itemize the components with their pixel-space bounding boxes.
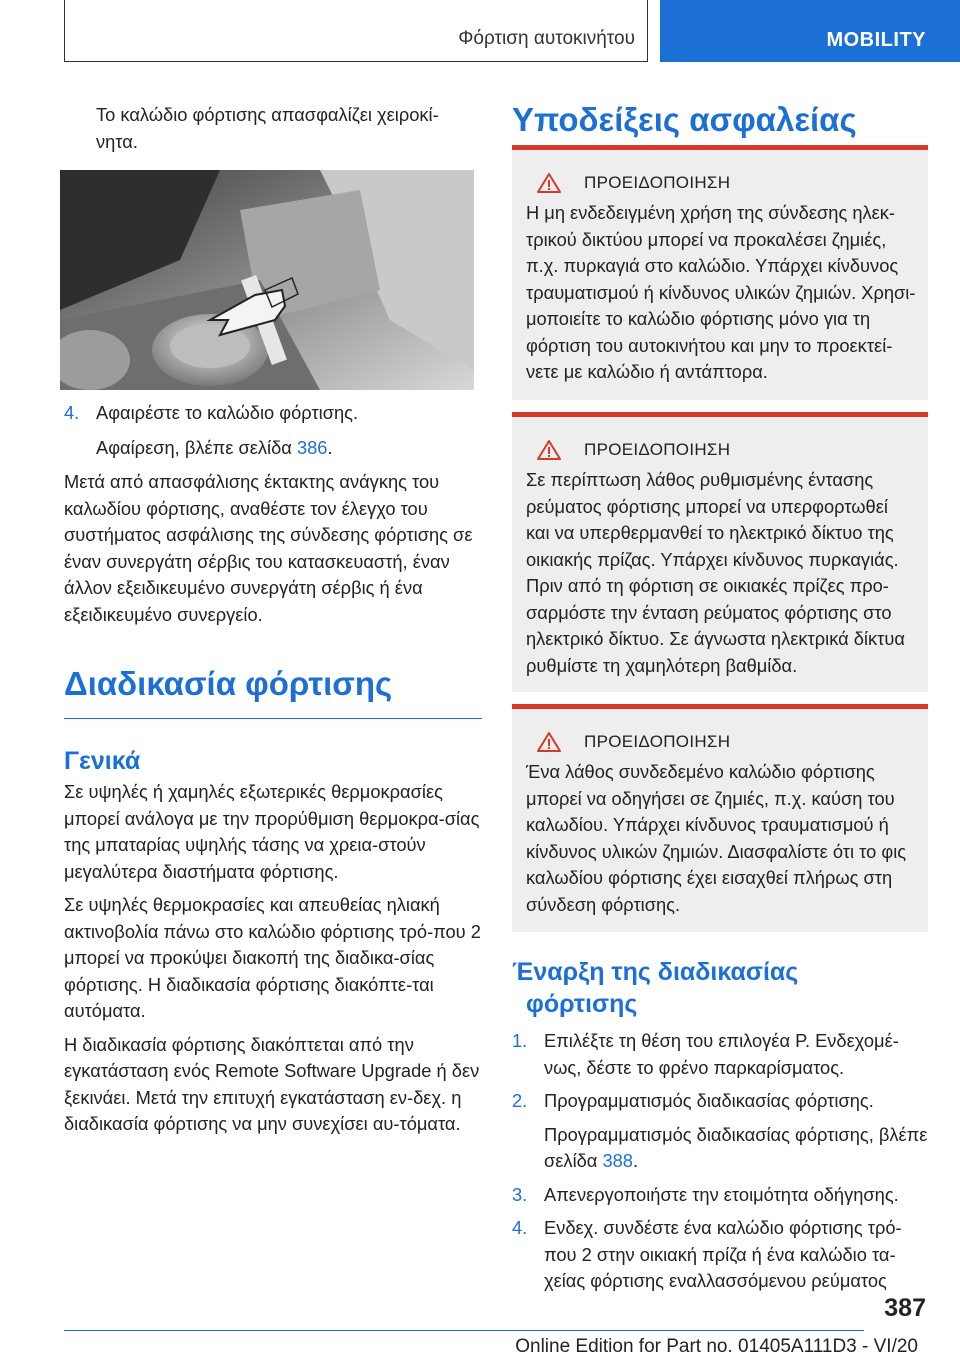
warning-title-3 [526, 731, 916, 753]
step-4-sub-suffix: . [327, 436, 333, 458]
step-4-right-number: 4. [512, 1217, 528, 1238]
page-link-386[interactable]: 386 [296, 436, 328, 458]
step-4-sub [64, 435, 482, 462]
warning-box-3 [512, 704, 928, 932]
general-paragraph-3: Η διαδικασία φόρτισης διακόπτεται από την εγκατάσταση ενός Remote Software Upgrade ή δεν ξεκινάει. Μετά την επιτυχή εγκατάσταση εν-δεχ. η διαδικασία φόρτισης να μην συνεχίσει αυ-τόματα. [64, 1033, 480, 1134]
warning-text-2: Σε περίπτωση λάθος ρυθμισμένης έντασης ρεύματος φόρτισης μπορεί να υπερφορτωθεί και να υπερθερμανθεί το ηλεκτρικό δίκτυο της οικιακής πρίζας. Υπάρχει κίνδυνος πυρκαγιάς. Πριν από τη φόρτιση σε οικιακές πρίζες προ-σαρμόστε την ένταση ρεύματος φόρτισης στο ηλεκτρικό δίκτυο. Σε άγνωστα ηλεκτρικά δίκτυα ρυθμίστε τη χαμηλότερη βαθμίδα. [526, 469, 905, 676]
warning-title-2 [526, 439, 916, 461]
step-4-sub-text: Αφαίρεση, βλέπε σελίδα [96, 436, 297, 458]
after-unlock-paragraph: Μετά από απασφάλισης έκτακτης ανάγκης του καλωδίου φόρτισης, αναθέστε τον έλεγχο του συστήματος ασφάλισης της σύνδεσης φόρτισης σε έναν συνεργάτη σέρβις του κατασκευαστή, έναν άλλον εξειδικευμένο συνεργάτη σέρβις ή ένα εξειδικευμένο συνεργείο. [64, 471, 473, 625]
step-2-sub [512, 1122, 928, 1175]
step-2-sub-text: Προγραμματισμός διαδικασίας φόρτισης, βλέπε σελίδα [544, 1123, 928, 1171]
step-2-text: Προγραμματισμός διαδικασίας φόρτισης. [544, 1090, 874, 1111]
charge-port-photo [60, 170, 474, 390]
start-charging-section [512, 956, 928, 1295]
section-title: Φόρτιση αυτοκινήτου [458, 28, 635, 49]
warning-text-3: Ένα λάθος συνδεδεμένο καλώδιο φόρτισης μπορεί να οδηγήσει σε ζημιές, π.χ. καύση του καλωδίου. Υπάρχει κίνδυνος τραυματισμού ή κίνδυνος υλικών ζημιών. Διασφαλίστε ότι το φις καλωδίου φόρτισης έχει εισαχθεί πλήρως στη σύνδεση φόρτισης. [526, 761, 907, 915]
step-3 [512, 1182, 928, 1209]
intro-line-1: Το καλώδιο φόρτισης απασφαλίζει χειροκί- [96, 104, 439, 125]
step-3-number: 3. [512, 1183, 528, 1205]
step-4-right-text: Ενδεχ. συνδέστε ένα καλώδιο φόρτισης τρό-που 2 στην οικιακή πρίζα ή ένα καλώδιο τα-χείας φόρτισης εναλλασσόμενου ρεύματος [544, 1217, 902, 1291]
heading-rule [64, 718, 482, 719]
step-4 [64, 400, 482, 427]
general-paragraph-2: Σε υψηλές θερμοκρασίες και απευθείας ηλιακή ακτινοβολία πάνω στο καλώδιο φόρτισης τρό-που 2 μπορεί να προκύψει διακοπή της διαδικα-σίας φόρτισης. Η διαδικασία φόρτισης διακόπτε-ται αυτόματα. [64, 894, 481, 1021]
warning-label-2: ΠΡΟΕΙΔΟΠΟΙΗΣΗ [584, 440, 731, 459]
step-4-right [512, 1215, 928, 1295]
warning-title-1 [526, 172, 916, 194]
left-content [64, 400, 482, 1138]
step-2 [512, 1088, 928, 1115]
warning-box-1 [512, 145, 928, 400]
start-charging-heading-line-2: φόρτισης [526, 990, 638, 1018]
start-charging-heading-line-1: Έναρξη της διαδικασίας [512, 958, 799, 986]
header-box [64, 0, 648, 62]
intro-line-2: νητα. [96, 130, 138, 152]
warning-label-3: ΠΡΟΕΙΔΟΠΟΙΗΣΗ [584, 732, 731, 751]
chapter-tab[interactable] [660, 0, 960, 62]
footer-rule [64, 1330, 864, 1331]
step-4-text: Αφαιρέστε το καλώδιο φόρτισης. [96, 402, 359, 423]
warning-triangle-icon [536, 172, 562, 194]
edition-footer: Online Edition for Part no. 01405A111D3 - VI/20 [515, 1336, 918, 1357]
charging-procedure-heading: Διαδικασία φόρτισης [64, 665, 393, 702]
page-number: 387 [884, 1294, 926, 1322]
warning-triangle-icon [536, 731, 562, 753]
chapter-tab-label: MOBILITY [826, 29, 926, 51]
safety-heading: Υποδείξεις ασφαλείας [512, 101, 857, 138]
warning-label-1: ΠΡΟΕΙΔΟΠΟΙΗΣΗ [584, 173, 731, 192]
step-2-sub-suffix: . [632, 1150, 639, 1171]
step-4-number: 4. [64, 402, 80, 423]
general-paragraph-1: Σε υψηλές ή χαμηλές εξωτερικές θερμοκρασίες μπορεί ανάλογα με την προρύθμιση θερμοκρα-σίας της μπαταρίας υψηλής τάσης να χρεια-στούν μεγαλύτερα διαστήματα φόρτισης. [64, 781, 480, 882]
step-1-text: Επιλέξτε τη θέση του επιλογέα P. Ενδεχομέ-νως, δέστε το φρένο παρκαρίσματος. [544, 1030, 899, 1078]
step-1-number: 1. [512, 1030, 528, 1051]
warning-box-2 [512, 412, 928, 692]
step-2-number: 2. [512, 1090, 528, 1111]
general-heading: Γενικά [64, 747, 141, 775]
warning-text-1: Η μη ενδεδειγμένη χρήση της σύνδεσης ηλεκ-τρικού δικτύου μπορεί να προκαλέσει ζημιές, π.χ. πυρκαγιά στο καλώδιο. Υπάρχει κίνδυνος τραυματισμού ή κίνδυνος υλικών ζημιών. Χρησι-μοποιείτε το καλώδιο φόρτισης μόνο για τη φόρτιση του αυτοκινήτου και μην το προεκτεί-νετε με καλώδιο ή αντάπτορα. [526, 202, 916, 382]
step-1 [512, 1028, 928, 1081]
warning-triangle-icon [536, 439, 562, 461]
page-link-388[interactable]: 388 [602, 1150, 633, 1171]
step-3-text: Απενεργοποιήστε την ετοιμότητα οδήγησης. [544, 1183, 899, 1205]
